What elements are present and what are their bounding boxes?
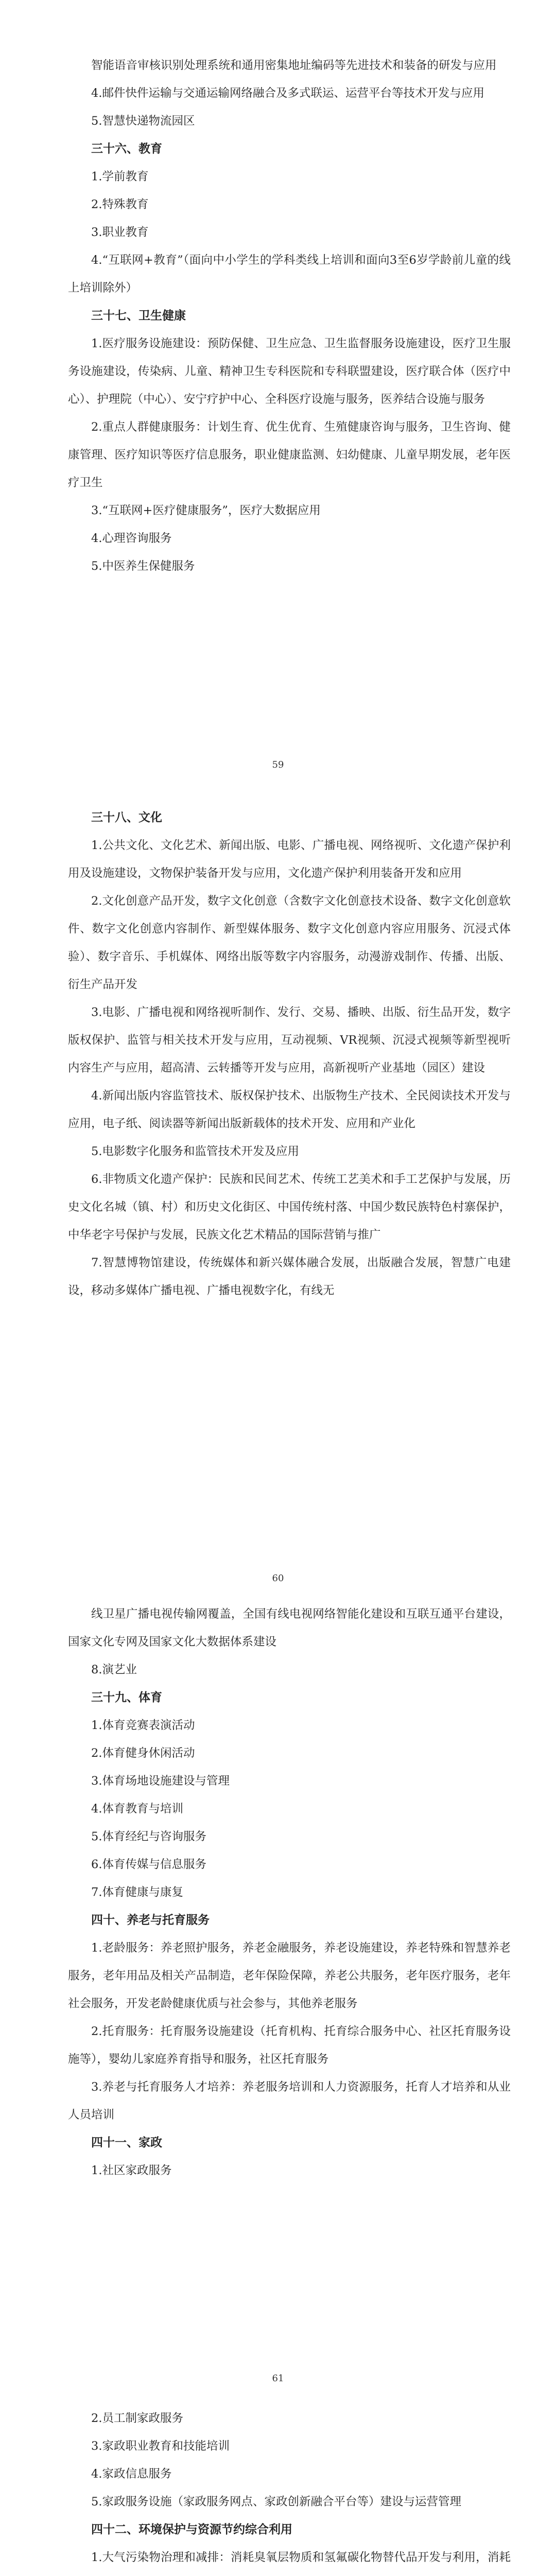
paragraph: 1.体育竞赛表演活动	[91, 1719, 195, 1732]
paragraph: 6.非物质文化遗产保护：民族和民间艺术、传统工艺美术和手工艺保护与发展，历史文化名城（镇、村）和历史文化街区、中国传统村落、中国少数民族特色村寨保护，中华老字号保护与发展，民族文化艺术精品的国际营销与推广	[68, 1173, 511, 1242]
section-heading: 三十八、文化	[91, 811, 162, 824]
paragraph: 5.家政服务设施（家政服务网点、家政创新融合平台等）建设与运营管理	[91, 2495, 461, 2509]
paragraph: 3.养老与托育服务人才培养：养老服务培训和人力资源服务，托育人才培养和从业人员培训	[68, 2080, 511, 2122]
paragraph: 4.家政信息服务	[91, 2467, 172, 2481]
section-heading: 三十七、卫生健康	[91, 309, 186, 323]
paragraph: 5.体育经纪与咨询服务	[91, 1830, 206, 1843]
section-heading: 三十九、体育	[91, 1691, 162, 1704]
paragraph: 7.体育健康与康复	[91, 1886, 183, 1899]
paragraph: 1.学前教育	[91, 170, 149, 183]
paragraph: 线卫星广播电视传输网覆盖，全国有线电视网络智能化建设和互联互通平台建设，国家文化专网及国家文化大数据体系建设	[68, 1607, 511, 1649]
page-content	[68, 2404, 511, 2576]
page-content	[68, 1600, 511, 2184]
paragraph: 3.职业教育	[91, 226, 149, 239]
paragraph: 智能语音审核识别处理系统和通用密集地址编码等先进技术和装备的研发与应用	[91, 59, 497, 72]
paragraph: 2.员工制家政服务	[91, 2412, 183, 2425]
section-heading: 四十一、家政	[91, 2136, 162, 2149]
document-page	[0, 2391, 556, 2576]
paragraph: 1.大气污染物治理和减排：消耗臭氧层物质和氢氟碳化物替代品开发与利用，消耗	[91, 2551, 511, 2564]
paragraph: 1.医疗服务设施建设：预防保健、卫生应急、卫生监督服务设施建设，医疗卫生服务设施建设，传染病、儿童、精神卫生专科医院和专科联盟建设，医疗联合体（医疗中心）、护理院（中心）、安宁疗护中心、全科医疗设施与服务，医养结合设施与服务	[68, 337, 511, 406]
paragraph: 4.“互联网+教育”（面向中小学生的学科类线上培训和面向3至6岁学龄前儿童的线上培训除外）	[68, 253, 511, 295]
paragraph: 1.公共文化、文化艺术、新闻出版、电影、广播电视、网络视听、文化遗产保护利用及设施建设，文物保护装备开发与应用，文化遗产保护利用装备开发和应用	[68, 839, 511, 880]
paragraph: 4.心理咨询服务	[91, 532, 172, 545]
paragraph: 3.电影、广播电视和网络视听制作、发行、交易、播映、出版、衍生品开发，数字版权保护、监管与相关技术开发与应用，互动视频、VR视频、沉浸式视频等新型视听内容生产与应用，超高清、云转播等开发与应用，高新视听产业基地（园区）建设	[68, 1006, 511, 1075]
paragraph: 4.新闻出版内容监管技术、版权保护技术、出版物生产技术、全民阅读技术开发与应用，电子纸、阅读器等新闻出版新载体的技术开发、应用和产业化	[68, 1089, 511, 1130]
paragraph: 2.体育健身休闲活动	[91, 1747, 195, 1760]
paragraph: 6.体育传媒与信息服务	[91, 1858, 206, 1871]
document-page	[0, 804, 556, 1587]
paragraph: 2.托育服务：托育服务设施建设（托育机构、托育综合服务中心、社区托育服务设施等），婴幼儿家庭养育指导和服务，社区托育服务	[68, 2025, 511, 2066]
page-number: 61	[272, 2373, 284, 2384]
page-number: 59	[272, 759, 284, 770]
page-content	[68, 52, 511, 580]
paragraph: 8.演艺业	[91, 1663, 137, 1676]
paragraph: 2.特殊教育	[91, 198, 149, 211]
document-page	[0, 1587, 556, 2391]
section-heading: 三十六、教育	[91, 142, 162, 156]
paragraph: 2.重点人群健康服务：计划生育、优生优育、生殖健康咨询与服务，卫生咨询、健康管理、医疗知识等医疗信息服务，职业健康监测、妇幼健康、儿童早期发展，老年医疗卫生	[68, 420, 511, 489]
paragraph: 5.智慧快递物流园区	[91, 114, 195, 128]
paragraph: 4.体育教育与培训	[91, 1802, 183, 1816]
paragraph: 3.体育场地设施建设与管理	[91, 1774, 230, 1788]
paragraph: 5.中医养生保健服务	[91, 560, 195, 573]
paragraph: 5.电影数字化服务和监管技术开发及应用	[91, 1145, 299, 1158]
paragraph: 4.邮件快件运输与交通运输网络融合及多式联运、运营平台等技术开发与应用	[91, 87, 484, 100]
page-number: 60	[272, 1573, 284, 1584]
paragraph: 3.家政职业教育和技能培训	[91, 2439, 230, 2453]
paragraph: 7.智慧博物馆建设，传统媒体和新兴媒体融合发展，出版融合发展，智慧广电建设，移动多媒体广播电视、广播电视数字化，有线无	[68, 1256, 511, 1297]
paragraph: 3.“互联网+医疗健康服务”，医疗大数据应用	[91, 504, 321, 517]
page-content	[68, 804, 511, 1304]
paragraph: 1.老龄服务：养老照护服务，养老金融服务，养老设施建设，养老特殊和智慧养老服务，老年用品及相关产品制造，老年保险保障，养老公共服务，老年医疗服务，老年社会服务，开发老龄健康优质与社会参与，其他养老服务	[68, 1941, 511, 2010]
document-page	[0, 0, 556, 804]
paragraph: 2.文化创意产品开发，数字文化创意（含数字文化创意技术设备、数字文化创意软件、数字文化创意内容制作、新型媒体服务、数字文化创意内容应用服务、沉浸式体验）、数字音乐、手机媒体、网络出版等数字内容服务，动漫游戏制作、传播、出版、衍生产品开发	[68, 894, 511, 991]
section-heading: 四十、养老与托育服务	[91, 1913, 210, 1927]
section-heading: 四十二、环境保护与资源节约综合利用	[91, 2523, 292, 2536]
paragraph: 1.社区家政服务	[91, 2164, 172, 2177]
